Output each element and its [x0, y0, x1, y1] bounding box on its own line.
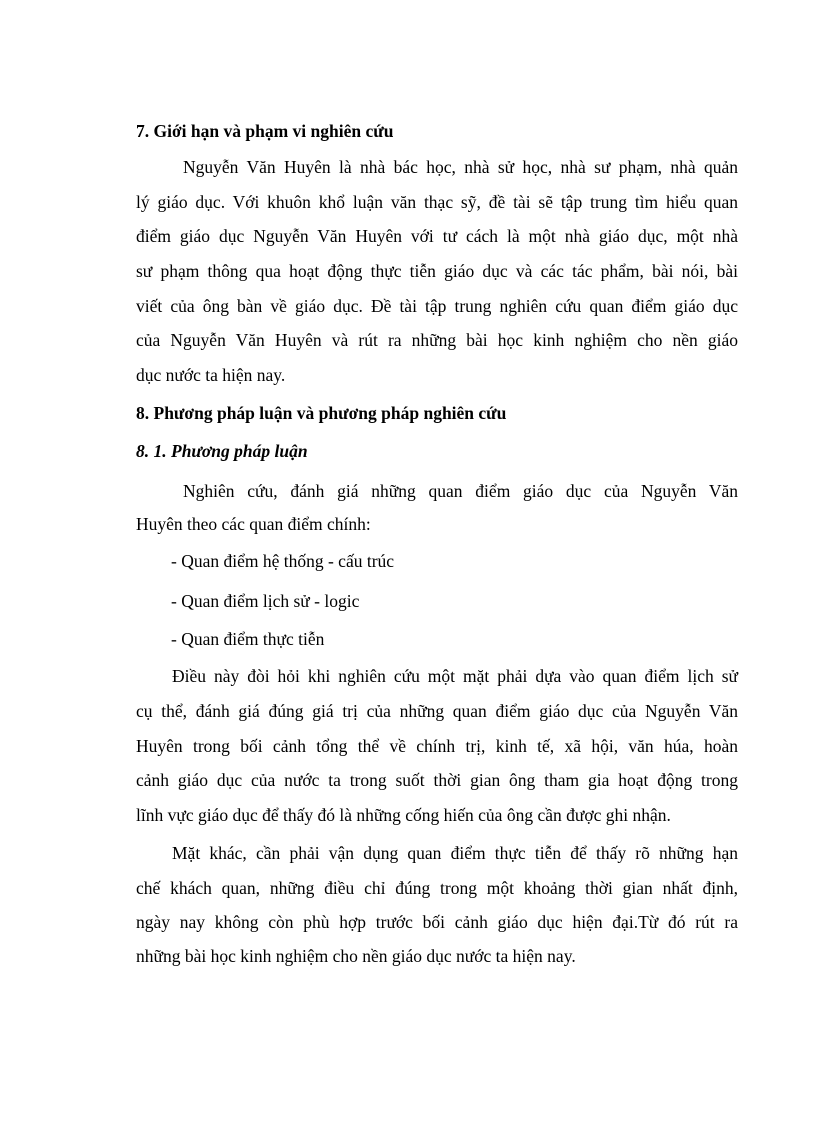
section-7-line-6: của Nguyễn Văn Huyên và rút ra những bài học kinh nghiệm cho nền giáo	[136, 330, 738, 350]
section-7-heading: 7. Giới hạn và phạm vi nghiên cứu	[136, 121, 394, 141]
para2-line-2: cụ thể, đánh giá đúng giá trị của những quan điểm giáo dục của Nguyễn Văn	[136, 701, 738, 721]
section-7-line-1: Nguyễn Văn Huyên là nhà bác học, nhà sử học, nhà sư phạm, nhà quản	[183, 157, 738, 177]
para2-line-3: Huyên trong bối cảnh tổng thể về chính trị, kinh tế, xã hội, văn húa, hoàn	[136, 736, 738, 756]
bullet-item-3: - Quan điểm thực tiễn	[171, 629, 325, 649]
para3-line-2: chế khách quan, những điều chỉ đúng trong một khoảng thời gian nhất định,	[136, 878, 738, 898]
section-7-line-7: dục nước ta hiện nay.	[136, 365, 286, 385]
section-8-heading: 8. Phương pháp luận và phương pháp nghiên cứu	[136, 403, 507, 423]
para3-line-1: Mặt khác, cần phải vận dụng quan điểm thực tiễn để thấy rõ những hạn	[172, 843, 738, 863]
bullet-item-2: - Quan điểm lịch sử - logic	[171, 591, 360, 611]
para2-line-4: cảnh giáo dục của nước ta trong suốt thời gian ông tham gia hoạt động trong	[136, 770, 738, 790]
bullet-item-1: - Quan điểm hệ thống - cấu trúc	[171, 551, 395, 571]
para2-line-5: lĩnh vực giáo dục để thấy đó là những cống hiến của ông cần được ghi nhận.	[136, 805, 671, 825]
intro-line-2: Huyên theo các quan điểm chính:	[136, 514, 371, 534]
para2-line-1: Điều này đòi hỏi khi nghiên cứu một mặt phải dựa vào quan điểm lịch sử	[172, 666, 738, 686]
intro-line-1: Nghiên cứu, đánh giá những quan điểm giáo dục của Nguyễn Văn	[183, 481, 738, 501]
section-7-line-4: sư phạm thông qua hoạt động thực tiễn giáo dục và các tác phẩm, bài nói, bài	[136, 261, 738, 281]
section-7-line-2: lý giáo dục. Với khuôn khổ luận văn thạc sỹ, đề tài sẽ tập trung tìm hiểu quan	[136, 192, 738, 212]
section-7-line-3: điểm giáo dục Nguyễn Văn Huyên với tư cách là một nhà giáo dục, một nhà	[136, 226, 738, 246]
section-8-1-subheading: 8. 1. Phương pháp luận	[136, 441, 308, 461]
para3-line-3: ngày nay không còn phù hợp trước bối cảnh giáo dục hiện đại.Từ đó rút ra	[136, 912, 738, 932]
section-7-line-5: viết của ông bàn về giáo dục. Đề tài tập trung nghiên cứu quan điểm giáo dục	[136, 296, 738, 316]
para3-line-4: những bài học kinh nghiệm cho nền giáo dục nước ta hiện nay.	[136, 946, 576, 966]
